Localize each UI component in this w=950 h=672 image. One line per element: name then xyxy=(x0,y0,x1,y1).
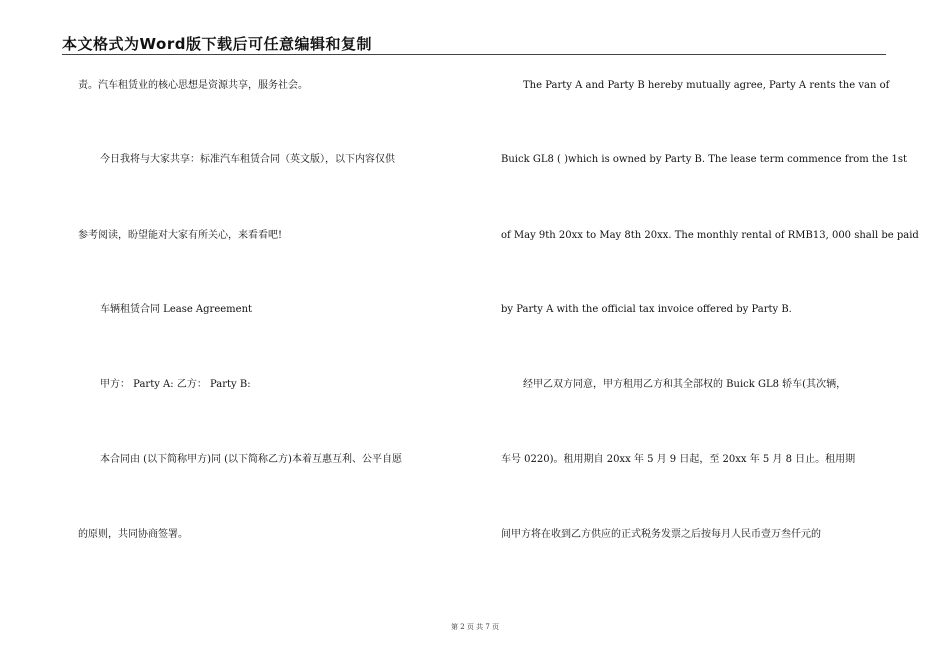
page-number-footer: 第 2 页 共 7 页 xyxy=(450,623,500,631)
right-line-2: Buick GL8 ( )which is owned by Party B. The lease term commence from the 1st xyxy=(501,154,907,165)
left-line-2: 今日我将与大家共享：标准汽车租赁合同（英文版），以下内容仅供 xyxy=(100,154,395,165)
left-line-1: 责。汽车租赁业的核心思想是资源共享，服务社会。 xyxy=(78,80,308,91)
right-line-1: The Party A and Party B hereby mutually agree, Party A rents the van of xyxy=(523,80,890,91)
left-line-3: 参考阅读，盼望能对大家有所关心，来看看吧! xyxy=(78,230,283,241)
right-line-7: 间甲方将在收到乙方供应的正式税务发票之后按每月人民币壹万叁仟元的 xyxy=(501,529,821,540)
left-line-7: 的原则，共同协商签署。 xyxy=(78,529,188,540)
right-line-4: by Party A with the official tax invoice offered by Party B. xyxy=(501,304,792,315)
left-line-6: 本合同由 (以下简称甲方)同 (以下简称乙方)本着互惠互利、公平自愿 xyxy=(100,454,402,465)
right-line-6: 车号 0220)。租用期自 20xx 年 5 月 9 日起，至 20xx 年 5 月 8 日止。租用期 xyxy=(501,454,856,465)
left-line-4: 车辆租赁合同 Lease Agreement xyxy=(100,304,253,315)
document-header-title: 本文格式为Word版下载后可任意编辑和复制 xyxy=(62,35,372,53)
left-line-5: 甲方： Party A: 乙方： Party B: xyxy=(100,379,251,390)
right-line-3: of May 9th 20xx to May 8th 20xx. The monthly rental of RMB13, 000 shall be paid xyxy=(501,230,919,241)
right-line-5: 经甲乙双方同意，甲方租用乙方和其全部权的 Buick GL8 轿车(其次辆， xyxy=(523,379,847,390)
header-divider xyxy=(62,54,886,55)
